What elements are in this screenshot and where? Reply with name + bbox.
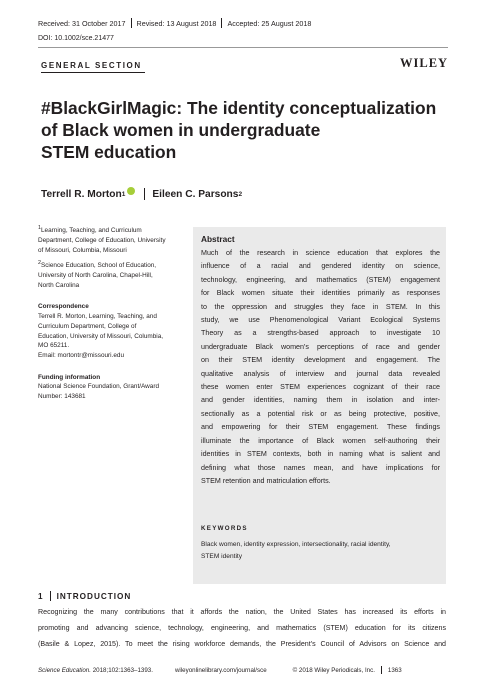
author-name[interactable]: Eileen C. Parsons <box>152 188 239 200</box>
correspondence-line: Curriculum Department, College of <box>38 322 137 330</box>
section-rule <box>41 72 145 73</box>
abstract-line: qualitative analysis of interview and journal data revealed <box>201 369 440 378</box>
page-number: 1363 <box>387 666 402 674</box>
abstract-line: technology, engineering, and mathematics (STEM) engagement <box>201 275 440 284</box>
abstract-line: undergraduate Black women's perceptions of race and gender <box>201 342 440 351</box>
title-line: STEM education <box>41 142 177 162</box>
affiliation-line: $^1$Learning, Teaching, and Curriculum <box>38 225 142 235</box>
body-line: Recognizing the many contributions that it affords the nation, the United States has increased its efforts in <box>38 608 446 616</box>
journal-url[interactable]: wileyonlinelibrary.com/journal/sce <box>174 666 267 674</box>
section-heading-introduction <box>38 591 131 601</box>
copyright: © 2018 Wiley Periodicals, Inc. <box>292 666 375 674</box>
affiliation-line: North Carolina <box>38 281 80 289</box>
abstract-line: illuminate the importance of Black women self-authoring their <box>201 436 440 445</box>
abstract-line: study, we use Phenomenological Variant Ecological Systems <box>201 316 440 325</box>
body-line: (Basile & Lopez, 2015). To meet the rising workforce demands, the President's Council of Advisors on Science and <box>38 639 446 648</box>
date-separator <box>221 18 222 28</box>
affiliation-line: University of North Carolina, Chapel-Hill, <box>38 272 153 280</box>
abstract-line: and empowering for their STEM engagement. These findings <box>201 423 440 432</box>
page-footer <box>38 666 402 674</box>
revised-date: Revised: 13 August 2018 <box>136 18 217 28</box>
correspondence-email[interactable]: Email: mortontr@missouri.edu <box>38 351 125 359</box>
funding-line: National Science Foundation, Grant/Award <box>38 383 160 391</box>
abstract-line: and gender identities, naming them in isolation and inter- <box>201 396 440 405</box>
abstract-line: influence of a racial and gendered identity on science, <box>201 262 440 271</box>
header-rule <box>38 47 448 48</box>
orcid-icon[interactable] <box>127 187 135 195</box>
abstract-text <box>201 247 440 488</box>
abstract-line: STEM retention and matriculation efforts. <box>201 476 331 485</box>
abstract-line: for Black women situate their identities primarily as responses <box>201 289 440 298</box>
correspondence-line: MO 65211. <box>38 342 70 350</box>
funding-line: Number: 143681 <box>38 393 86 401</box>
abstract-heading: Abstract <box>201 234 235 244</box>
section-title: INTRODUCTION <box>56 591 132 601</box>
publication-dates <box>38 18 311 28</box>
received-date: Received: 31 October 2017 <box>38 18 126 28</box>
footer-separator <box>381 666 382 674</box>
author-affiliation-mark: 2 <box>238 190 243 198</box>
abstract-line: sectionally as a potential risk or as being protective, positive, <box>201 409 440 418</box>
article-info-column <box>38 224 190 402</box>
doi[interactable]: DOI: 10.1002/sce.21477 <box>38 35 114 42</box>
correspondence-line: Education, University of Missouri, Columbia, <box>38 332 164 340</box>
keywords-line: Black women, identity expression, intersectionality, racial identity, <box>201 541 391 548</box>
introduction-text <box>38 605 446 652</box>
correspondence-line: Terrell R. Morton, Learning, Teaching, and <box>38 313 157 321</box>
title-line: #BlackGirlMagic: The identity conceptualization <box>41 98 437 118</box>
journal-name: Science Education. <box>38 666 91 674</box>
keywords-heading: KEYWORDS <box>201 525 248 532</box>
abstract-line: Much of the research in science education that explores the <box>201 249 440 257</box>
journal-citation: 2018;102:1363–1393. <box>92 666 153 674</box>
affiliation-line: $^2$Science Education, School of Education, <box>38 260 157 270</box>
author-separator <box>144 188 145 200</box>
abstract-line: to the oppression and struggles they face in STEM. In this <box>201 302 440 311</box>
accepted-date: Accepted: 25 August 2018 <box>227 18 312 28</box>
section-number: 1 <box>38 591 44 601</box>
section-label: GENERAL SECTION <box>41 61 142 70</box>
article-title <box>41 97 461 163</box>
heading-separator <box>50 591 51 601</box>
keywords-line: STEM identity <box>201 552 243 560</box>
author-name[interactable]: Terrell R. Morton <box>41 188 122 200</box>
abstract-line: identities in STEM contexts, both in naming what is salient and <box>201 450 440 459</box>
wiley-logo: WILEY <box>400 56 449 70</box>
keywords-text <box>201 539 391 562</box>
abstract-line: these women enter STEM experiences cognizant of their race <box>201 383 440 392</box>
abstract-line: Theory as a strengths-based approach to investigate 10 <box>201 329 440 338</box>
date-separator <box>131 18 132 28</box>
abstract-line: defining what those names mean, and have implications for <box>201 463 440 472</box>
correspondence-heading: Correspondence <box>38 303 89 311</box>
affiliation-line: Department, College of Education, University <box>38 236 166 244</box>
body-line: promoting and advancing science, technology, engineering, and mathematics (STEM) education for its citizens <box>38 623 446 632</box>
author-list <box>41 188 242 200</box>
affiliation-line: of Missouri, Columbia, Missouri <box>38 246 127 254</box>
author-affiliation-mark: 1 <box>121 190 126 198</box>
title-line: of Black women in undergraduate <box>41 120 321 140</box>
abstract-line: on their STEM identity development and engagement. The <box>201 356 440 365</box>
funding-heading: Funding information <box>38 373 101 381</box>
